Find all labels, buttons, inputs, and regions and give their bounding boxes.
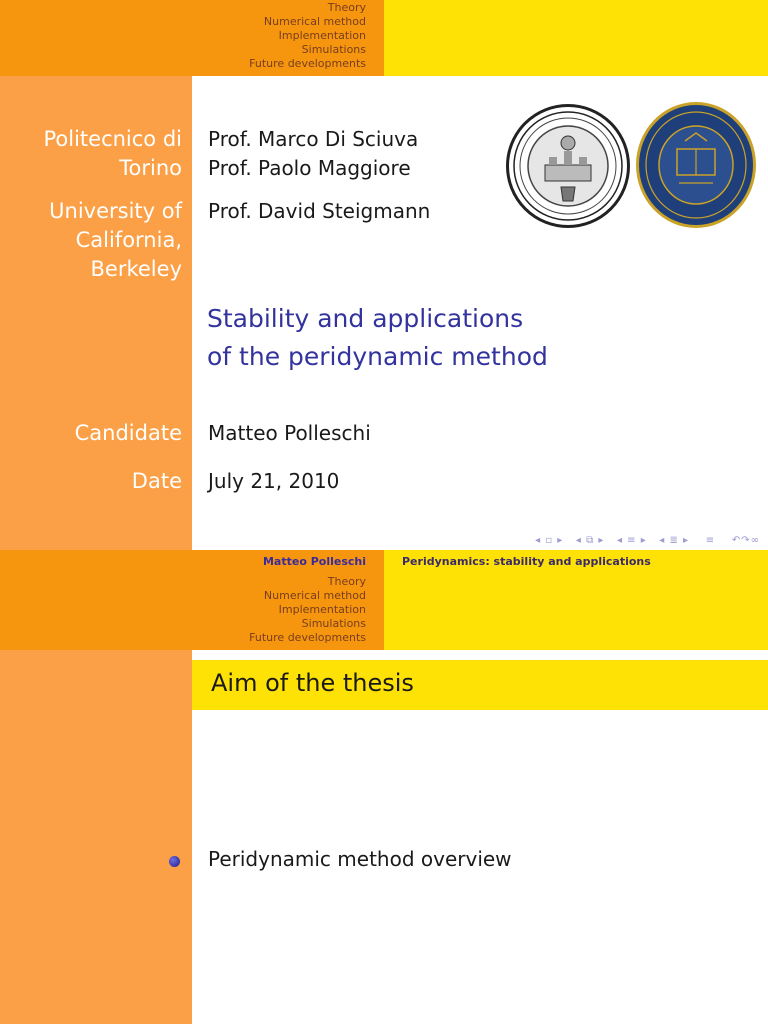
nav-item-simulations[interactable]: Simulations [301,617,366,630]
prev-subsection-icon[interactable]: ◂ ⧉ ▸ [575,535,605,546]
supervisor-name: Prof. Paolo Maggiore [208,156,411,180]
nav-item-theory[interactable]: Theory [327,1,366,14]
nav-item-future-developments[interactable]: Future developments [249,57,366,70]
nav-item-future-developments[interactable]: Future developments [249,631,366,644]
presentation-title [207,300,548,376]
frame-title-bar [192,660,768,710]
footer-band [0,550,768,574]
bullet-icon [169,856,180,867]
nav-item-simulations[interactable]: Simulations [301,43,366,56]
left-sidebar [0,650,192,1024]
header-yellow-band [384,0,768,76]
section-navigation [249,575,366,645]
title-line: Stability and applications [207,304,524,333]
nav-item-numerical-method[interactable]: Numerical method [263,15,366,28]
institution-label-line: California, [75,228,182,252]
institution-label-line: Torino [119,156,182,180]
title-line: of the peridynamic method [207,342,548,371]
uc-seal-emblem-icon [639,105,753,225]
politecnico-seal-icon [506,104,630,228]
header-navigation-band [0,574,384,650]
header-navigation-band [0,0,384,76]
supervisor-name: Prof. David Steigmann [208,199,431,223]
uc-seal-icon [636,102,756,228]
institution-label-line: Politecnico di [43,127,182,151]
prev-doc-icon[interactable]: ◂ ≣ ▸ [659,535,690,546]
footer-author: Matteo Polleschi [262,555,366,568]
prev-frame-icon[interactable]: ◂ ▫ ▸ [535,535,564,546]
section-navigation [249,1,366,71]
search-back-icon[interactable]: ↶↷∞ [731,535,760,546]
header-yellow-band [384,574,768,650]
institution-label-line: University of [49,199,182,223]
beamer-navigation-symbols[interactable] [535,535,760,546]
footer-left [0,550,384,574]
nav-item-numerical-method[interactable]: Numerical method [263,589,366,602]
supervisor-name: Prof. Marco Di Sciuva [208,127,419,151]
nav-item-theory[interactable]: Theory [327,575,366,588]
nav-item-implementation[interactable]: Implementation [278,603,366,616]
footer-short-title: Peridynamics: stability and applications [402,555,651,568]
seal-ring-icon [509,107,627,225]
date-label: Date [131,469,182,493]
appendix-icon[interactable]: ≡ [705,535,716,546]
nav-item-implementation[interactable]: Implementation [278,29,366,42]
bullet-item: Peridynamic method overview [208,847,512,871]
aim-slide [0,574,768,1024]
footer-right [384,550,768,574]
institution-label-line: Berkeley [90,257,182,281]
candidate-name: Matteo Polleschi [208,421,371,445]
date-value: July 21, 2010 [208,469,340,493]
candidate-label: Candidate [74,421,182,445]
frame-title: Aim of the thesis [211,669,414,697]
prev-section-icon[interactable]: ◂ ≡ ▸ [616,535,647,546]
